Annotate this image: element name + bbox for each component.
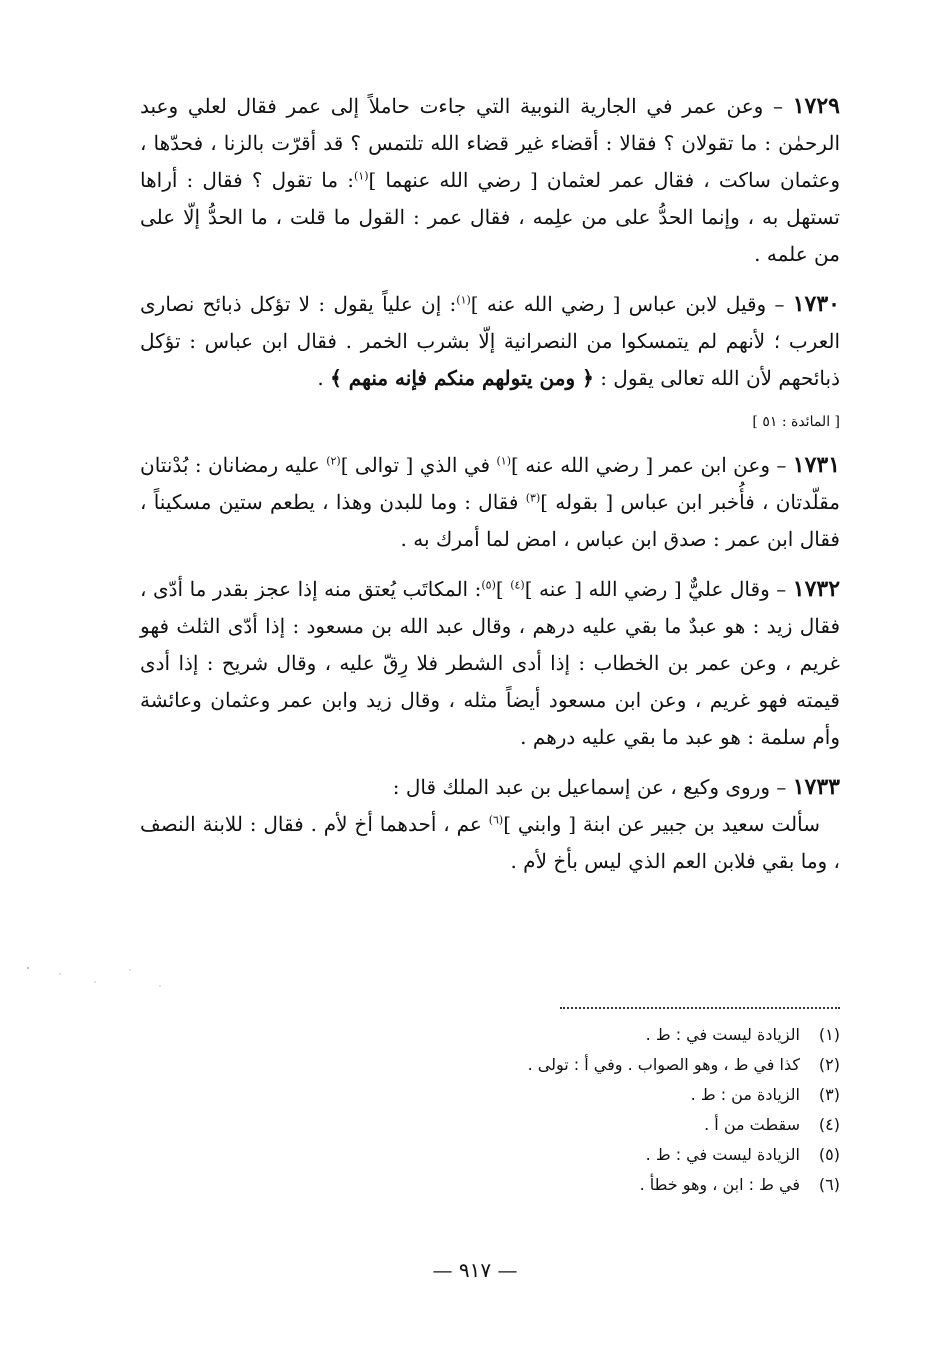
paragraph-text: عم ، أحدهما أخ لأم . فقال : للابنة النصف ، وما بقي فلابن العم الذي ليس بأخ لأم . [140,812,840,873]
paragraph-text: سألت سعيد بن جبير عن ابنة [ وابني ] [503,812,821,836]
footnote-text: سقطت من أ . [704,1115,800,1134]
footnote-marker: (١) [353,169,369,183]
paragraph-text: – وروى وكيع ، عن إسماعيل بن عبد الملك قال : [392,775,787,799]
paragraph-1733-continued [140,806,840,880]
footnote-number: (٤) [818,1115,840,1134]
paragraph-text: – وقيل لابن عباس [ رضي الله عنه ] [470,292,785,316]
paragraph-text: ] [495,577,504,601]
paragraph-1729 [140,88,840,273]
paragraph-text: – وقال عليٌّ [ رضي الله [ عنه ] [524,577,787,601]
paragraph-end: . [317,366,324,390]
footnote-number: (٣) [818,1085,840,1104]
footnote-text: الزيادة ليست في : ط . [645,1145,800,1164]
page-number: — ٩١٧ — [432,1258,518,1282]
paragraph-1730 [140,286,840,397]
footnote-item [400,1110,840,1140]
quran-quote: ﴿ ومن يتولهم منكم فإنه منهم ﴾ [330,366,594,390]
paragraph-text: – وعن ابن عمر [ رضي الله عنه ] [511,453,787,477]
footnote-marker: (٣) [525,491,541,505]
footnote-number: (٦) [818,1175,840,1194]
paragraph-text: – وعن عمر في الجارية النوبية التي جاءت حاملاً إلى عمر فقال لعلي وعبد الرحمٰن : ما تقولان ؟ فقالا : أقضاء غير قضاء الله تلتمس ؟ قد أقرّت بالزنا ، فحدّها ، وعثمان ساكت ، فقال عمر لعثمان [ رضي الله عنهما ] [140,94,840,192]
paragraph-text: : ما تقول ؟ فقال : أراها تستهل به ، وإنما الحدُّ على من علِمه ، فقال عمر : القول ما قلت ، ما الحدُّ إلّا على من علمه . [140,168,840,266]
footnote-marker: (٢) [326,454,341,468]
footnote-item [400,1050,840,1080]
entry-number: ١٧٢٩ [792,93,840,119]
main-text [140,88,840,880]
quran-reference: [ المائدة : ٥١ ] [752,414,840,430]
paragraph-text: : المكاتَب يُعتق منه إذا عجز بقدر ما أدّى ، فقال زيد : هو عبدٌ ما بقي عليه درهم ، وقال عبد الله بن مسعود : إذا أدّى الثلث فهو غريم ، وعن عمر بن الخطاب : إذا أدى الشطر فلا رِقّ عليه ، وقال شريح : إذا أدى قيمته فهو غريم ، وعن ابن مسعود أيضاً مثله ، وقال زيد وابن عمر وعثمان وعائشة وأم سلمة : هو عبد ما بقي عليه درهم . [140,577,840,749]
paragraph-text: عليه رمضانان : بُدْنتان مقلّدتان ، فأُخبر ابن عباس [ بقوله ] [140,453,841,514]
footnote-text: كذا في ط ، وهو الصواب . وفي أ : تولى . [527,1055,800,1074]
footnote-text: الزيادة من : ط . [690,1085,800,1104]
footnote-marker: (٤) [510,578,525,592]
footnote-marker: (٥) [481,578,496,592]
entry-number: ١٧٣١ [792,452,841,478]
footnote-text: في ط : ابن ، وهو خطأ . [639,1175,800,1194]
paragraph-1732 [140,571,840,756]
footnote-item [400,1080,840,1110]
footnote-number: (١) [818,1025,840,1044]
footnote-marker: (١) [496,454,512,468]
entry-number: ١٧٣٠ [792,291,840,317]
paragraph-text: : إن علياً يقول : لا تؤكل ذبائح نصارى العرب ؛ لأنهم لم يتمسكوا من النصرانية إلّا بشرب الخمر . فقال ابن عباس : تؤكل ذبائحهم لأن الله تعالى يقول : [140,292,840,390]
entry-number: ١٧٣٢ [792,576,841,602]
paragraph-text: فقال : وما للبدن وهذا ، يطعم ستين مسكيناً ، فقال ابن عمر : صدق ابن عباس ، امض لما أمرك به . [140,490,840,551]
paragraph-1731 [140,447,840,558]
entry-number: ١٧٣٣ [792,774,840,800]
footnote-separator [560,1007,840,1009]
paragraph-1733 [140,769,840,806]
footnote-text: الزيادة ليست في : ط . [645,1025,800,1044]
scan-specks [20,960,180,1000]
footnotes [400,1020,840,1200]
footnote-marker: (١) [456,293,471,307]
footnote-marker: (٦) [488,813,504,827]
footnote-number: (٢) [818,1055,840,1074]
paragraph-text: في الذي [ توالى ] [340,453,491,477]
footnote-item [400,1140,840,1170]
footnote-number: (٥) [818,1145,840,1164]
footnote-item [400,1170,840,1200]
footnote-item [400,1020,840,1050]
